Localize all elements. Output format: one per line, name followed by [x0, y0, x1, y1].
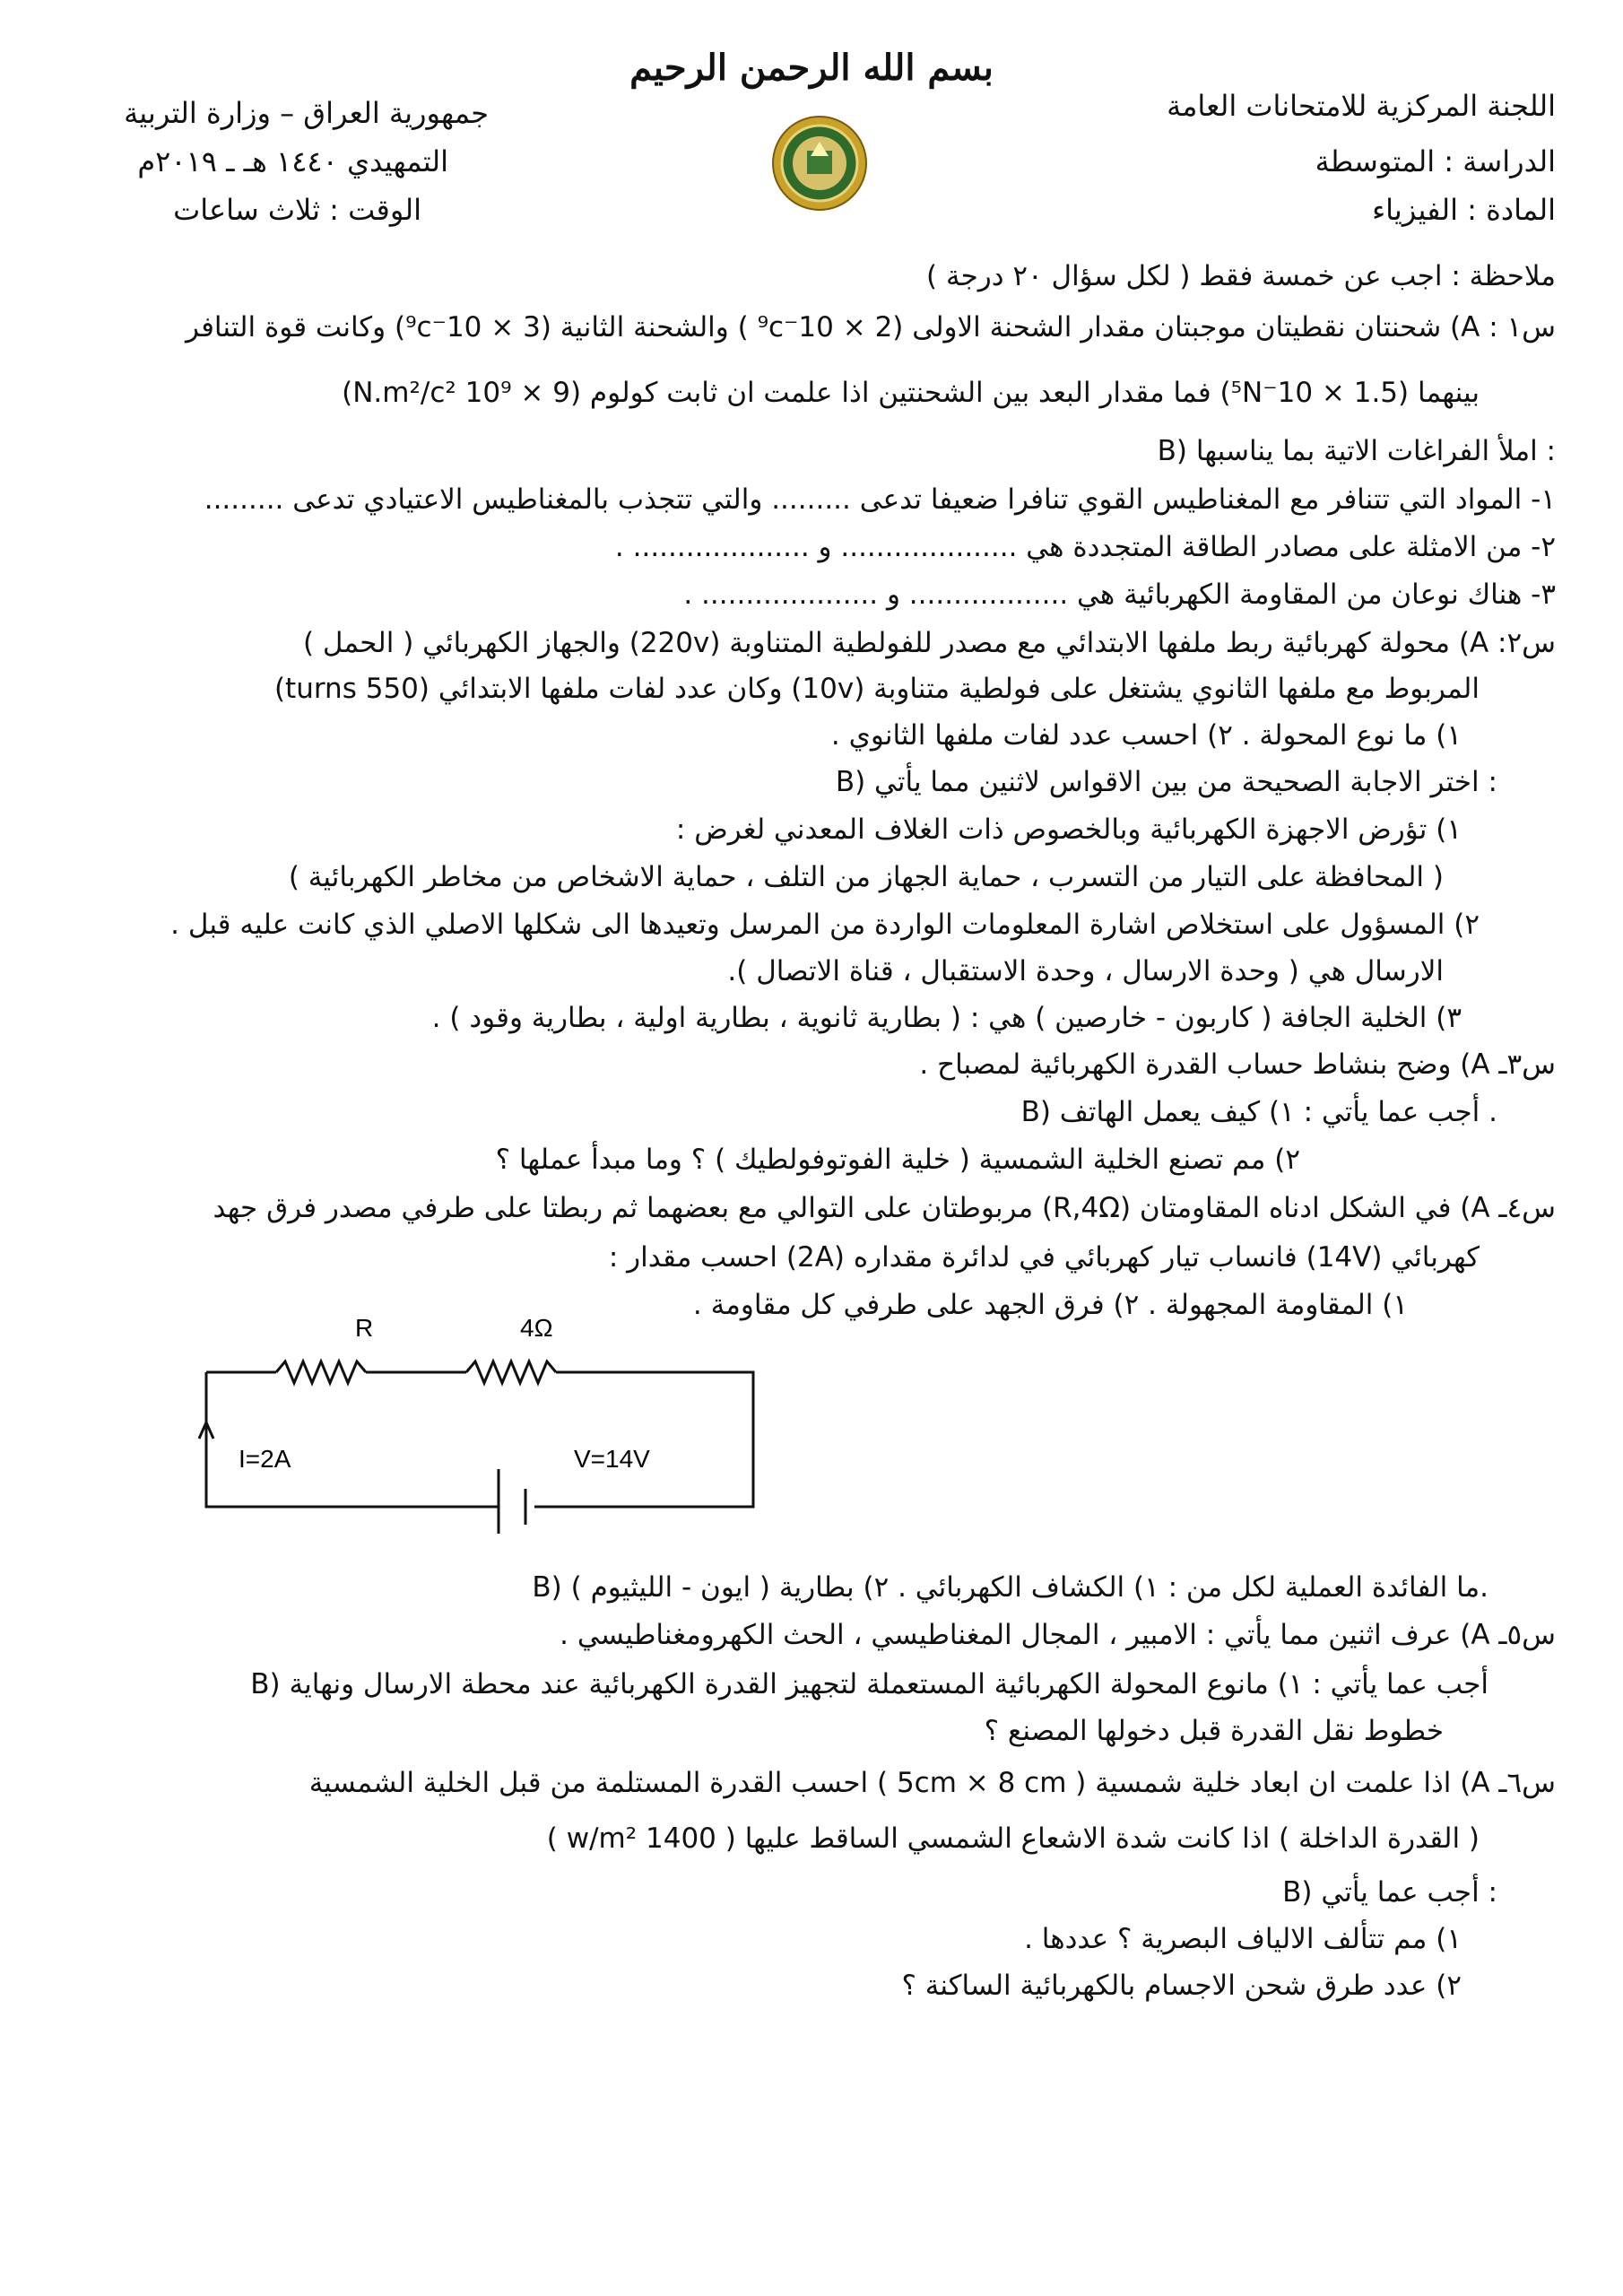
- series-circuit-diagram: [179, 1300, 789, 1534]
- wire-left: [206, 1372, 499, 1507]
- resistor-r: [276, 1361, 366, 1383]
- line-q5b: B) أجب عما يأتي : ١) مانوع المحولة الكهربائية المستعملة لتجهيز القدرة الكهربائية عند محطة الارسال ونهاية: [250, 1668, 1488, 1700]
- line-q6b-2: ٢) عدد طرق شحن الاجسام بالكهربائية الساكنة ؟: [901, 1970, 1462, 2002]
- wire-right: [534, 1372, 753, 1507]
- line-q2b-2: ٢) المسؤول على استخلاص اشارة المعلومات الواردة من المرسل وتعيدها الى شكلها الاصلي الذي كانت عليه قبل .: [170, 909, 1480, 941]
- line-q2b: B) اختر الاجابة الصحيحة من بين الاقواس لاثنين مما يأتي :: [835, 766, 1497, 798]
- resistor-r-label: R: [355, 1314, 374, 1342]
- basmala: بسم الله الرحمن الرحيم: [629, 47, 994, 89]
- line-q4a-items: ١) المقاومة المجهولة . ٢) فرق الجهد على طرفي كل مقاومة .: [692, 1289, 1408, 1321]
- current-label: I=2A: [239, 1445, 291, 1473]
- line-q6b: B) أجب عما يأتي :: [1282, 1876, 1497, 1909]
- line-q1b-3: ٣- هناك نوعان من المقاومة الكهربائية هي .................. و .................... .: [683, 578, 1556, 611]
- line-q6a: س٦ـ A) اذا علمت ان ابعاد خلية شمسية ( 5cm × 8 cm ) احسب القدرة المستلمة من قبل الخلية الشمسية: [308, 1767, 1556, 1799]
- line-q1a-cont: بينهما (1.5 × 10⁻⁵N) فما مقدار البعد بين الشحنتين اذا علمت ان ثابت كولوم (9 × 10⁹ N.m²/c²): [342, 377, 1480, 409]
- line-q4b: B) ما الفائدة العملية لكل من : ١) الكشاف الكهربائي . ٢) بطارية ( ايون - الليثيوم ).: [532, 1571, 1488, 1604]
- line-q1b-2: ٢- من الامثلة على مصادر الطاقة المتجددة هي .................... و .................... .: [614, 531, 1556, 563]
- line-q1b: B) املأ الفراغات الاتية بما يناسبها :: [1157, 435, 1556, 467]
- exam-duration: الوقت : ثلاث ساعات: [173, 193, 421, 227]
- line-q3a: س٣ـ A) وضح بنشاط حساب القدرة الكهربائية لمصباح .: [919, 1048, 1556, 1081]
- line-note: ملاحظة : اجب عن خمسة فقط ( لكل سؤال ٢٠ درجة ): [926, 260, 1556, 292]
- resistor-4ohm-label: 4Ω: [520, 1314, 553, 1342]
- line-q2b-3: ٣) الخلية الجافة ( كاربون - خارصين ) هي : ( بطارية ثانوية ، بطارية اولية ، بطارية وقود ) .: [431, 1002, 1462, 1034]
- line-q3b-2: ٢) مم تصنع الخلية الشمسية ( خلية الفوتوفولطيك ) ؟ وما مبدأ عملها ؟: [495, 1144, 1300, 1176]
- line-q5b-cont: خطوط نقل القدرة قبل دخولها المصنع ؟: [984, 1715, 1444, 1747]
- line-q2b-1-options: ( المحافظة على التيار من التسرب ، حماية الجهاز من التلف ، حماية الاشخاص من مخاطر الكهربائية ): [288, 861, 1444, 893]
- ministry-title: جمهورية العراق – وزارة التربية: [124, 96, 489, 130]
- line-q4a-cont: كهربائي (14V) فانساب تيار كهربائي في لدائرة مقداره (2A) احسب مقدار :: [608, 1241, 1480, 1274]
- committee-title: اللجنة المركزية للامتحانات العامة: [1167, 89, 1556, 123]
- line-q3b: B) أجب عما يأتي : ١) كيف يعمل الهاتف .: [1020, 1096, 1497, 1128]
- line-q1b-1: ١- المواد التي تتنافر مع المغناطيس القوي تنافرا ضعيفا تدعى ......... والتي تتجذب بالمغناطيس الاعتيادي تدعى .........: [204, 483, 1556, 516]
- ministry-emblem-icon: [771, 115, 868, 212]
- exam-date: التمهيدي ١٤٤٠ هـ ـ ٢٠١٩م: [137, 144, 448, 178]
- line-q6a-cont: ( القدرة الداخلة ) اذا كانت شدة الاشعاع الشمسي الساقط عليها ( 1400 w/m² ): [546, 1822, 1480, 1855]
- line-q4a: س٤ـ A) في الشكل ادناه المقاومتان (R,4Ω) مربوطتان على التوالي مع بعضهما ثم ربطتا على طرفي مصدر فرق جهد: [213, 1192, 1556, 1224]
- line-q2a: س٢: A) محولة كهربائية ربط ملفها الابتدائي مع مصدر للفولطية المتناوبة (220v) والجهاز الكهربائي ( الحمل ): [302, 627, 1556, 659]
- line-q2a-cont: المربوط مع ملفها الثانوي يشتغل على فولطية متناوبة (10v) وكان عدد لفات ملفها الابتدائي (550 turns): [273, 673, 1480, 705]
- voltage-label: V=14V: [574, 1445, 650, 1473]
- resistor-4ohm: [466, 1361, 556, 1383]
- line-q2a-items: ١) ما نوع المحولة . ٢) احسب عدد لفات ملفها الثانوي .: [830, 719, 1462, 752]
- line-q6b-1: ١) مم تتألف الالياف البصرية ؟ عددها .: [1024, 1923, 1462, 1955]
- line-q1a: س١ : A) شحنتان نقطيتان موجبتان مقدار الشحنة الاولى (2 × 10⁻⁹c ) والشحنة الثانية (3 × 10⁻⁹c) وكانت قوة التنافر: [185, 311, 1556, 344]
- line-q2b-1: ١) تؤرض الاجهزة الكهربائية وبالخصوص ذات الغلاف المعدني لغرض :: [675, 813, 1462, 846]
- study-level: الدراسة : المتوسطة: [1315, 144, 1556, 178]
- line-q5a: س٥ـ A) عرف اثنين مما يأتي : الامبير ، المجال المغناطيسي ، الحث الكهرومغناطيسي .: [560, 1619, 1556, 1651]
- subject: المادة : الفيزياء: [1372, 193, 1556, 227]
- line-q2b-2-options: الارسال هي ( وحدة الارسال ، وحدة الاستقبال ، قناة الاتصال ).: [727, 955, 1444, 987]
